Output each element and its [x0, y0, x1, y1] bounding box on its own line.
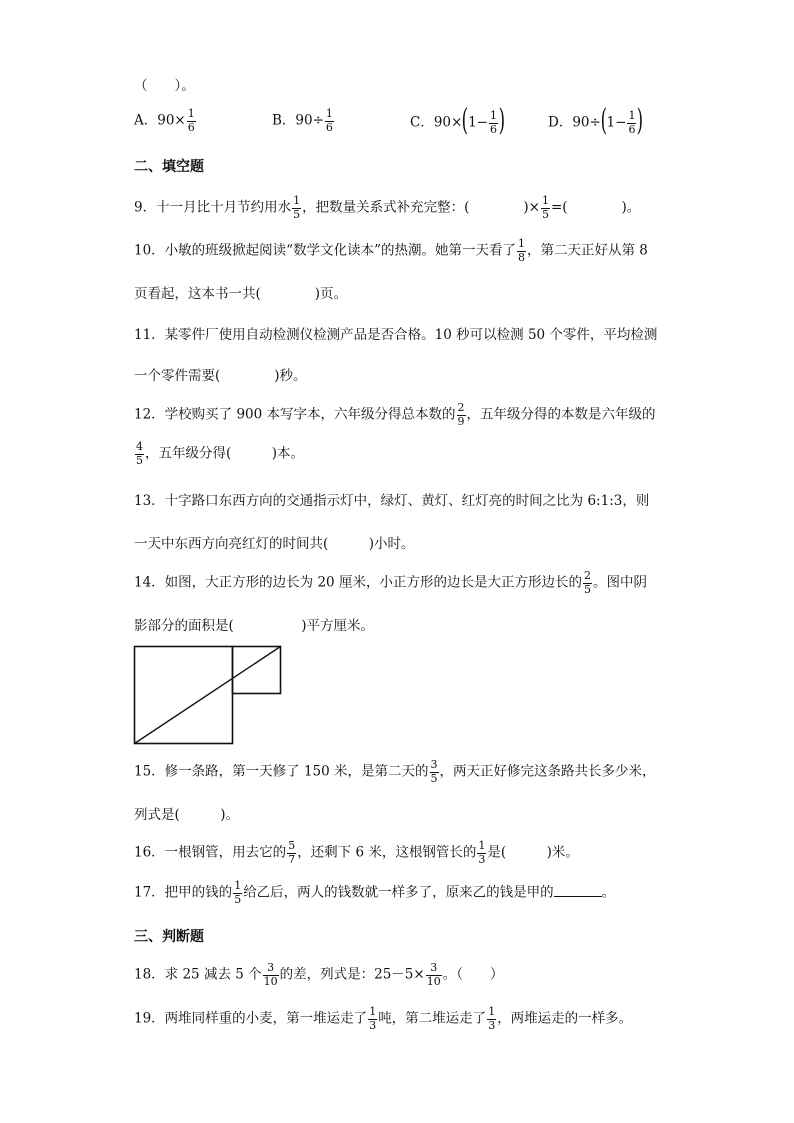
question-17: 17．把甲的钱的 $\frac{1}{5}$ 给乙后，两人的钱数就一样多了，原来乙的钱是甲的 。	[134, 879, 616, 906]
question-19: 19．两堆同样重的小麦，第一堆运走了 $\frac{1}{3}$ 吨，第二堆运走了 $\frac{1}{3}$ ，两堆运走的一样多。	[134, 1005, 633, 1032]
section-title-true-false: 三、判断题	[134, 929, 204, 945]
q8-option-a[interactable]: A．90× $\frac{1}{6}$	[134, 107, 195, 134]
question-14: 14．如图，大正方形的边长为 20 厘米，小正方形的边长是大正方形边长的 $\frac{2}{5}$ 。图中阴	[134, 569, 647, 596]
q8-option-d[interactable]: D．90÷(1− $\frac{1}{6}$ )	[548, 103, 644, 138]
question-12: 12．学校购买了 900 本写字本，六年级分得总本数的 $\frac{2}{9}$ ，五年级分得的本数是六年级的	[134, 401, 656, 428]
question-12-line2: $\frac{4}{5}$ ，五年级分得( )本。	[136, 440, 305, 467]
answer-blank[interactable]	[554, 884, 602, 897]
fraction: $\frac{1}{5}$	[234, 879, 242, 906]
fraction: $\frac{1}{3}$	[488, 1005, 496, 1032]
small-square	[233, 647, 281, 694]
diagonal-line	[135, 647, 281, 744]
question-9: 9．十一月比十月节约用水 $\frac{1}{5}$ ，把数量关系式补充完整：( )× $\frac{1}{5}$ =( )。	[134, 194, 641, 221]
fraction: $\frac{1}{8}$	[517, 237, 525, 264]
question-13-line2: 一天中东西方向亮红灯的时间共( )小时。	[134, 536, 415, 552]
fraction: $\frac{2}{9}$	[457, 401, 465, 428]
q8-tail: （ ）。	[134, 78, 195, 94]
fraction: $\frac{1}{3}$	[478, 839, 486, 866]
fraction: $\frac{3}{10}$	[426, 961, 441, 988]
fraction: $\frac{1}{6}$	[489, 108, 497, 136]
fraction: $\frac{1}{5}$	[293, 194, 301, 221]
section-title-fill-blank: 二、填空题	[134, 159, 204, 175]
question-18: 18．求 25 减去 5 个 $\frac{3}{10}$ 的差，列式是：25－5× $\frac{3}{10}$ 。（ ）	[134, 961, 504, 988]
fraction: $\frac{2}{5}$	[583, 569, 591, 596]
question-16: 16．一根钢管，用去它的 $\frac{5}{7}$ ，还剩下 6 米，这根钢管长的 $\frac{1}{3}$ 是( )米。	[134, 839, 579, 866]
fraction: $\frac{1}{3}$	[369, 1005, 377, 1032]
question-14-line2: 影部分的面积是( )平方厘米。	[134, 618, 375, 634]
fraction: $\frac{1}{6}$	[628, 108, 636, 136]
fraction: $\frac{3}{5}$	[430, 758, 438, 785]
question-10-line2: 页看起，这本书一共( )页。	[134, 286, 348, 302]
question-10: 10．小敏的班级掀起阅读“数学文化读本”的热潮。她第一天看了 $\frac{1}{8}$ ，第二天正好从第 8	[134, 237, 648, 264]
squares-figure	[133, 645, 285, 747]
q8-option-c[interactable]: C．90×(1− $\frac{1}{6}$ )	[410, 103, 506, 138]
fraction: $\frac{5}{7}$	[288, 839, 296, 866]
fraction: $\frac{4}{5}$	[136, 440, 143, 467]
q8-option-b[interactable]: B．90÷ $\frac{1}{6}$	[272, 107, 333, 134]
fraction: $\frac{1}{6}$	[325, 107, 333, 134]
question-11-line2: 一个零件需要( )秒。	[134, 368, 307, 384]
question-15-line2: 列式是( )。	[134, 807, 240, 823]
fraction: $\frac{1}{6}$	[187, 107, 195, 134]
fraction: $\frac{1}{5}$	[541, 194, 549, 221]
question-13: 13．十字路口东西方向的交通指示灯中，绿灯、黄灯、红灯亮的时间之比为 6:1:3，则	[134, 493, 650, 509]
question-15: 15．修一条路，第一天修了 150 米，是第二天的 $\frac{3}{5}$ ，两天正好修完这条路共长多少米，	[134, 758, 656, 785]
large-square	[135, 647, 233, 744]
question-11: 11．某零件厂使用自动检测仪检测产品是否合格。10 秒可以检测 50 个零件，平均检测	[134, 327, 658, 343]
fraction: $\frac{3}{10}$	[263, 961, 278, 988]
